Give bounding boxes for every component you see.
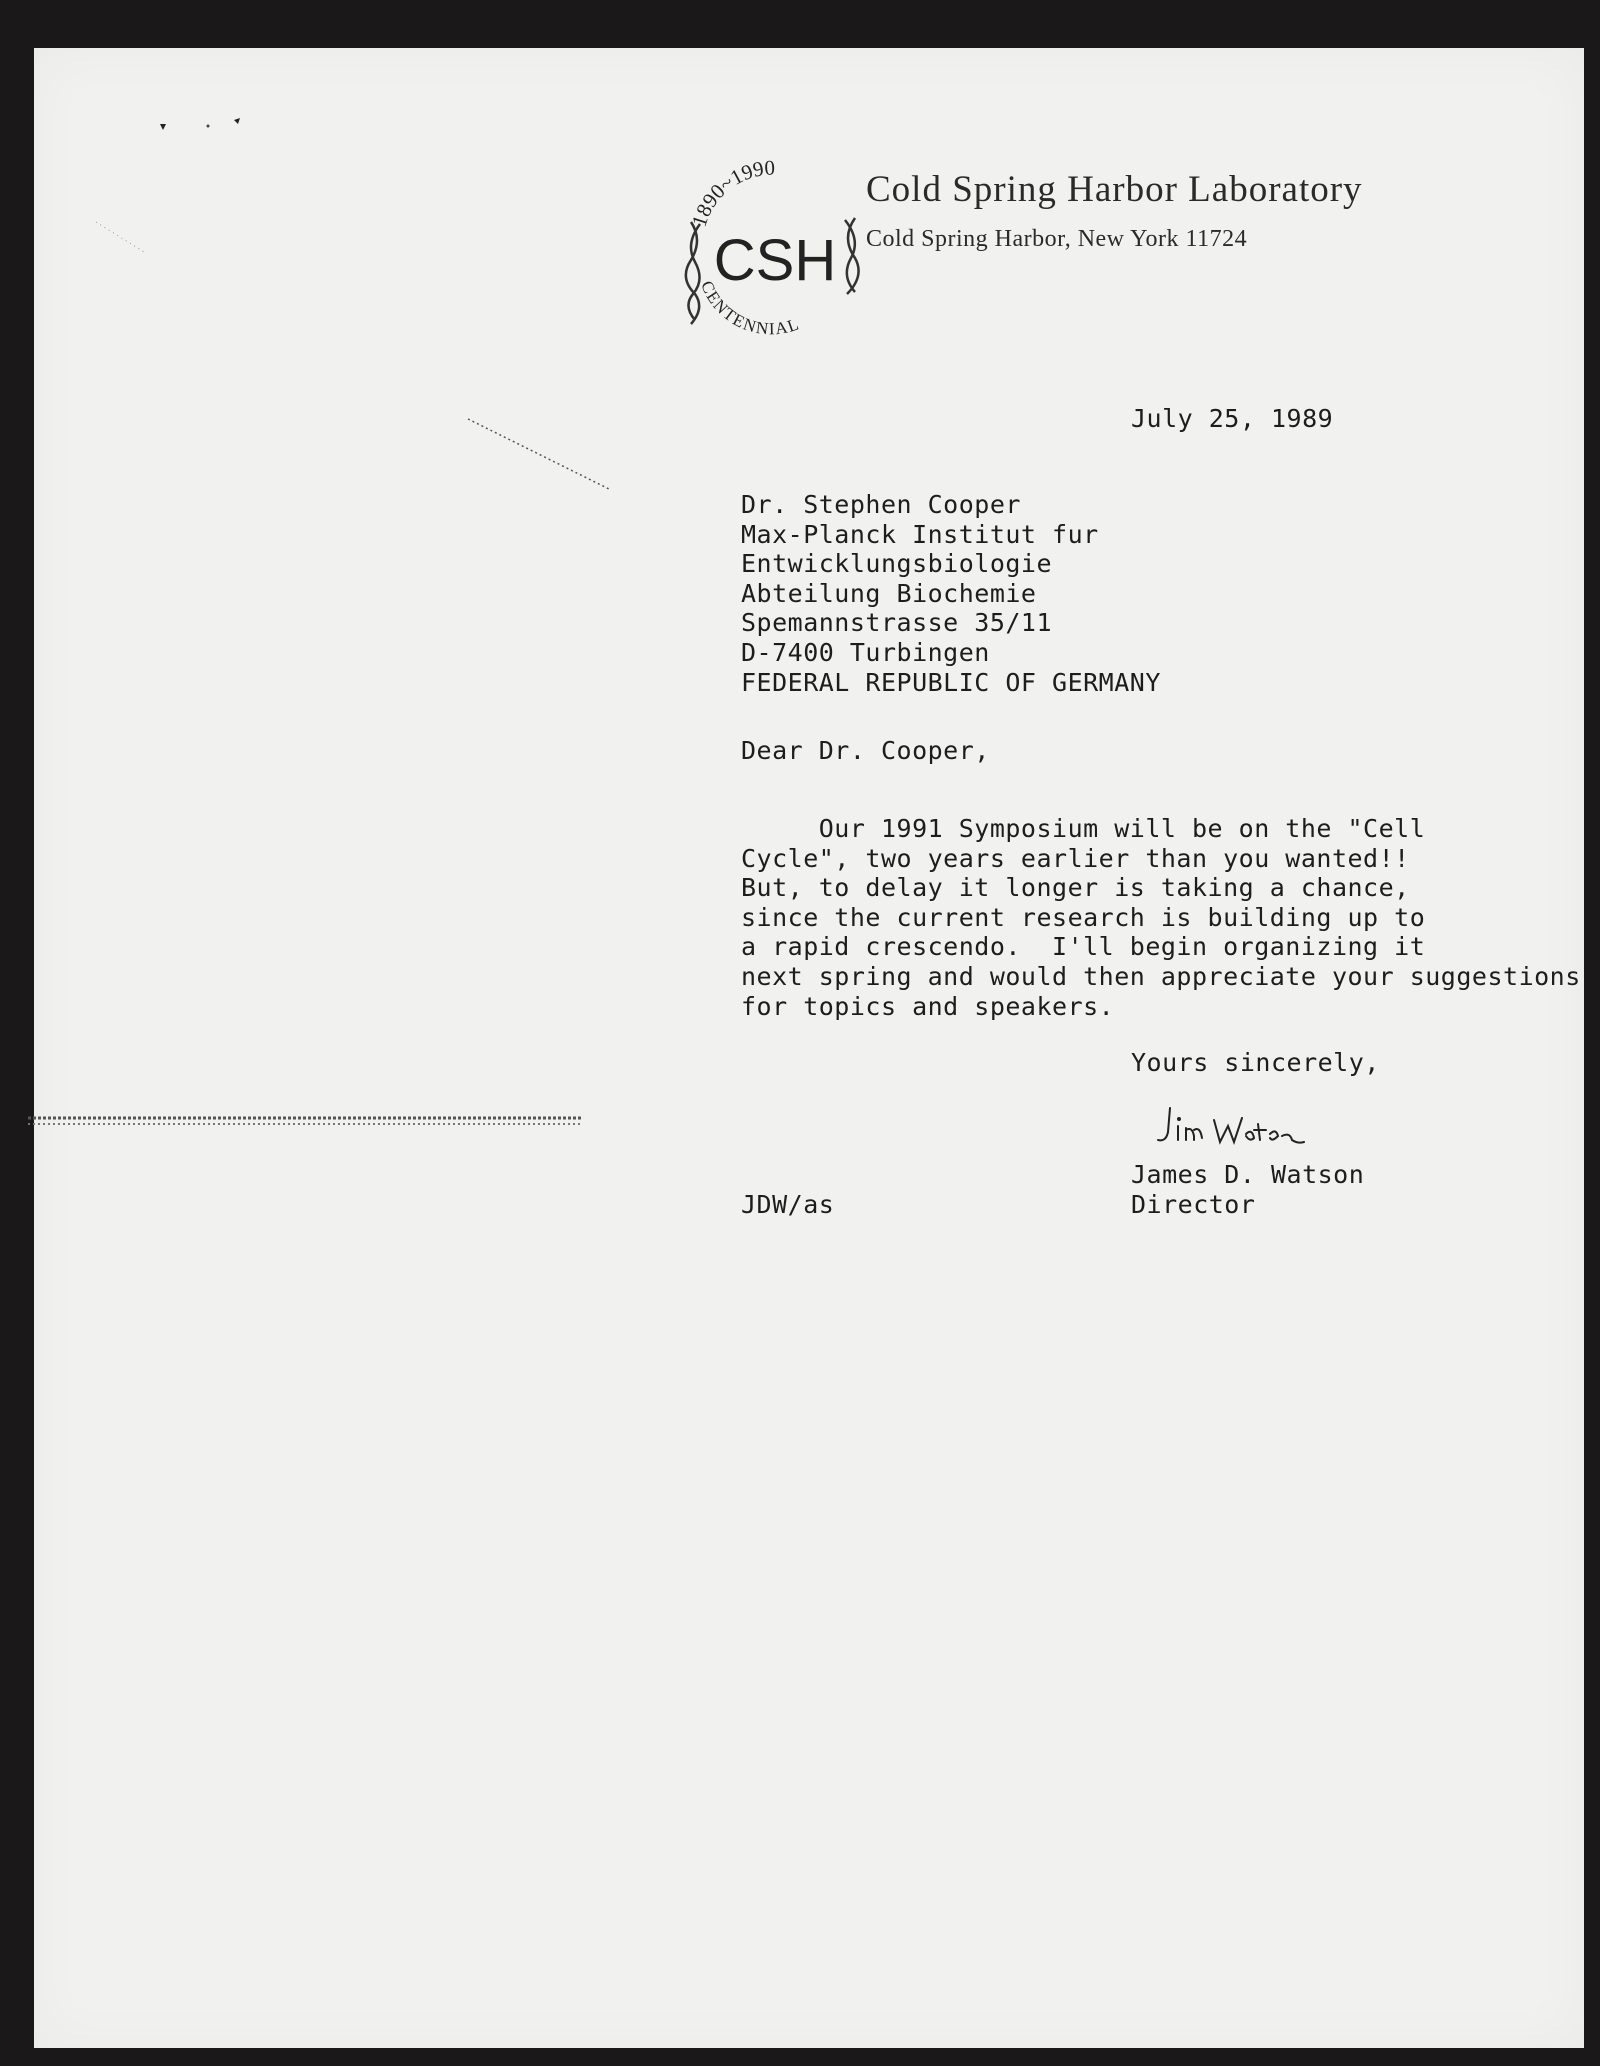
body-line: But, to delay it longer is taking a chance, (741, 873, 1410, 903)
letter-page (34, 48, 1584, 2048)
signer-name: James D. Watson (1131, 1160, 1365, 1189)
signer-block (1131, 1160, 1364, 1219)
recipient-line: D-7400 Turbingen (741, 637, 990, 667)
body-line: Our 1991 Symposium will be on the "Cell (741, 814, 1426, 843)
body-line: since the current research is building up to (741, 902, 1426, 932)
scan-dotted-streak (464, 413, 614, 493)
scan-speck-marks (154, 106, 254, 136)
recipient-line: Abteilung Biochemie (741, 578, 1037, 608)
letter-date: July 25, 1989 (1131, 404, 1334, 433)
logo-monogram: CSH (713, 228, 837, 293)
signer-title: Director (1131, 1189, 1256, 1219)
scan-faint-streak (94, 218, 154, 258)
closing: Yours sincerely, (1131, 1048, 1380, 1077)
logo-caption-text: CENTENNIAL (697, 278, 803, 339)
organization-address: Cold Spring Harbor, New York 11724 (866, 226, 1248, 252)
logo-years-text: 1890~1990 (686, 155, 776, 230)
torn-edge-strip (28, 1114, 588, 1128)
body-line: a rapid crescendo. I'll begin organizing it (741, 932, 1426, 962)
salutation: Dear Dr. Cooper, (741, 736, 990, 765)
recipient-line: Entwicklungsbiologie (741, 549, 1053, 579)
handwritten-signature (1156, 1102, 1306, 1154)
recipient-address-block (741, 490, 1161, 697)
recipient-line: FEDERAL REPUBLIC OF GERMANY (741, 667, 1161, 697)
recipient-line: Spemannstrasse 35/11 (741, 608, 1053, 638)
organization-name: Cold Spring Harbor Laboratory (866, 169, 1363, 210)
body-line: for topics and speakers. (741, 991, 1115, 1021)
svg-text:1890~1990 (687, 155, 776, 229)
recipient-line: Dr. Stephen Cooper (741, 490, 1021, 519)
body-line: next spring and would then appreciate your suggestions (741, 961, 1581, 991)
recipient-line: Max-Planck Institut fur (741, 519, 1099, 549)
body-line: Cycle", two years earlier than you wanted!! (741, 843, 1410, 873)
letter-body (741, 814, 1581, 1021)
reference-initials: JDW/as (741, 1190, 835, 1219)
csh-centennial-logo (665, 144, 885, 364)
